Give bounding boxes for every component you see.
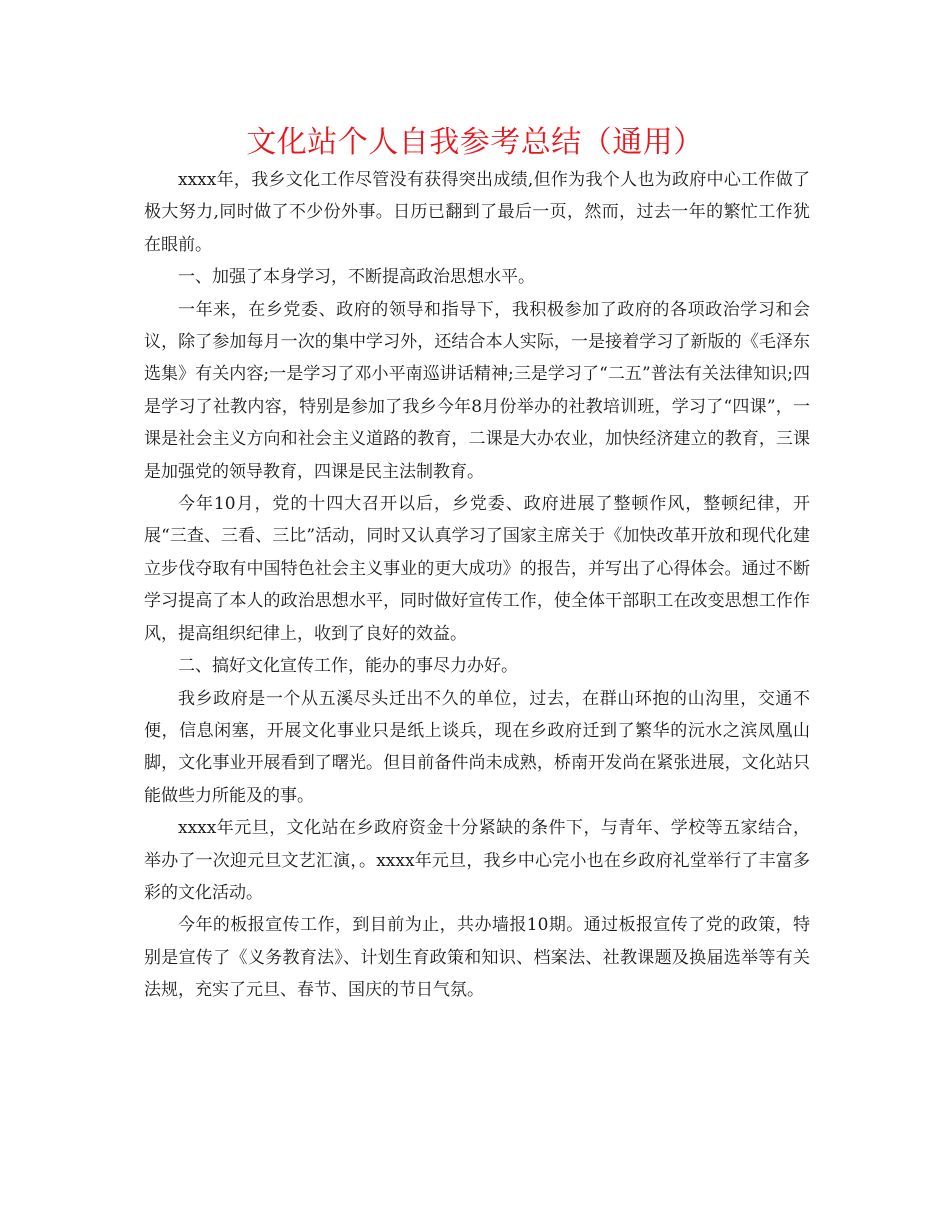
paragraph-rectification: 今年10月，党的十四大召开以后，乡党委、政府进展了整顿作风，整顿纪律，开展“三查、三看、三比”活动，同时又认真学习了国家主席关于《加快改革开放和现代化建立步伐夺取有中国特色社会主义事业的更大成功》的报告，并写出了心得体会。通过不断学习提高了本人的政治思想水平，同时做好宣传工作，使全体干部职工在改变思想工作作风，提高组织纪律上，收到了良好的效益。 <box>144 494 810 644</box>
document-title: 文化站个人自我参考总结（通用） <box>246 125 704 160</box>
paragraph-study-details: 一年来，在乡党委、政府的领导和指导下，我积极参加了政府的各项政治学习和会议，除了参加每月一次的集中学习外，还结合本人实际，一是接着学习了新版的《毛泽东选集》有关内容;一是学习了邓小平南巡讲话精神;三是学习了“二五”普法有关法律知识;四是学习了社教内容，特别是参加了我乡今年8月份举办的社教培训班，学习了“四课”，一课是社会主义方向和社会主义道路的教育，二课是大办农业，加快经济建立的教育，三课是加强党的领导教育，四课是民主法制教育。 <box>144 299 810 482</box>
paragraph-intro: xxxx年，我乡文化工作尽管没有获得突出成绩,但作为我个人也为政府中心工作做了极大努力,同时做了不少份外事。日历已翻到了最后一页，然而，过去一年的繁忙工作犹在眼前。 <box>144 170 810 255</box>
paragraph-blackboard-publicity: 今年的板报宣传工作，到目前为止，共办墙报10期。通过板报宣传了党的政策，特别是宣传了《义务教育法》、计划生育政策和知识、档案法、社教课题及换届选举等有关法规，充实了元旦、春节、国庆的节日气氛。 <box>144 915 810 1001</box>
paragraph-government-relocation: 我乡政府是一个从五溪尽头迁出不久的单位，过去，在群山环抱的山沟里，交通不便，信息闲塞，开展文化事业只是纸上谈兵，现在乡政府迁到了繁华的沅水之滨凤凰山脚，文化事业开展看到了曙光。但目前备件尚未成熟，桥南开发尚在紧张进展，文化站只能做些力所能及的事。 <box>144 688 810 806</box>
paragraph-new-year-events: xxxx年元旦，文化站在乡政府资金十分紧缺的条件下，与青年、学校等五家结合，举办了一次迎元旦文艺汇演，。xxxx年元旦，我乡中心完小也在乡政府礼堂举行了丰富多彩的文化活动。 <box>144 818 810 903</box>
section-heading-study: 一、加强了本身学习，不断提高政治思想水平。 <box>178 267 535 288</box>
section-heading-culture: 二、搞好文化宣传工作，能办的事尽力办好。 <box>178 656 518 677</box>
document-body <box>144 164 810 1007</box>
